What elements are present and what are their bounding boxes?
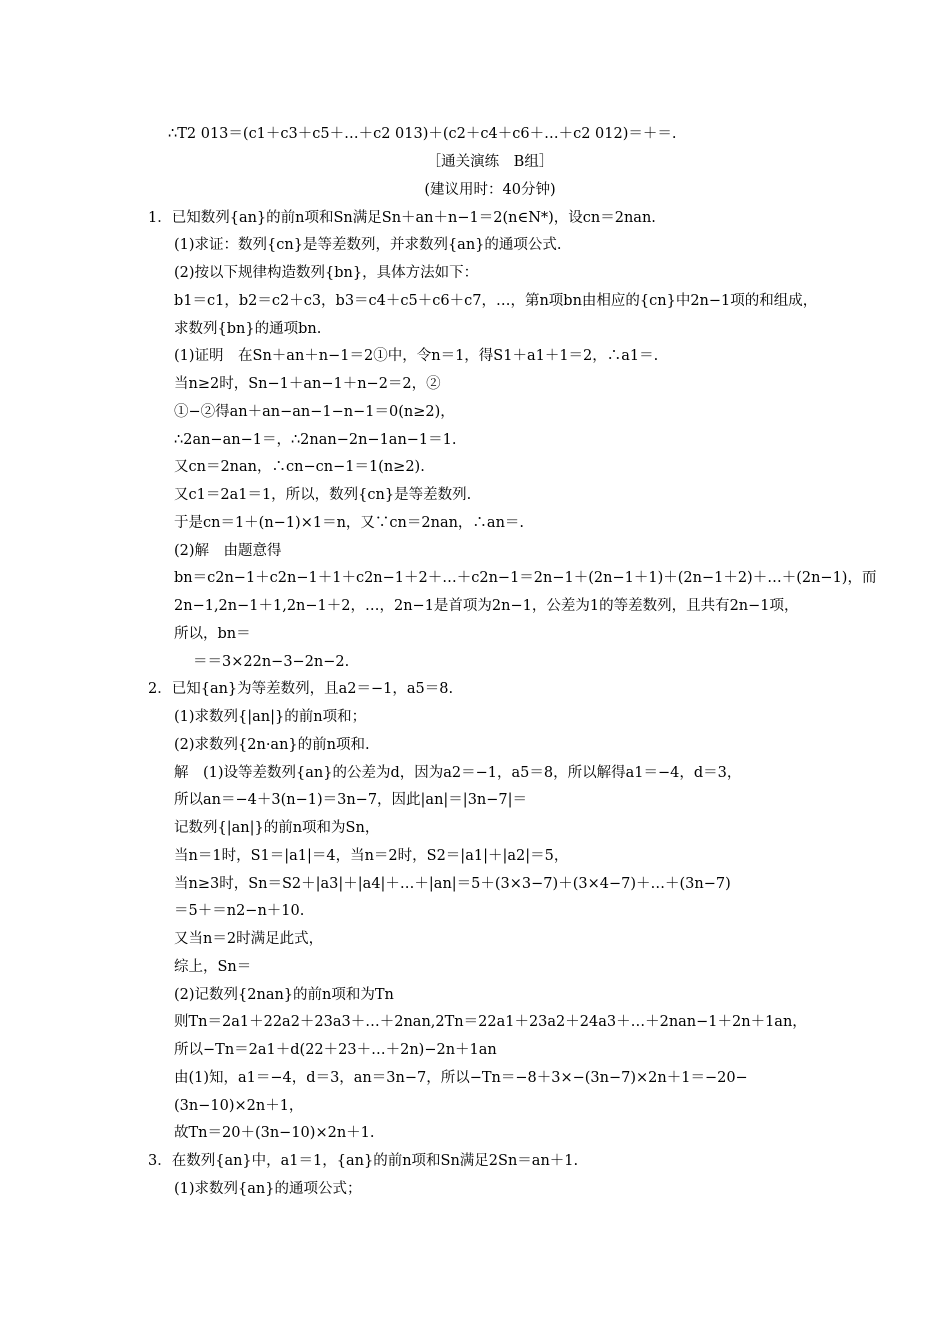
solution-line: ∴2an−an−1＝，∴2nan−2n−1an−1＝1. xyxy=(174,432,457,448)
problem-1-part-1: (1)求证：数列{cn}是等差数列，并求数列{an}的通项公式. xyxy=(174,237,562,253)
solution-line: (1)证明 在Sn＋an＋n−1＝2①中，令n＝1，得S1＋a1＋1＝2，∴a1＝. xyxy=(174,348,659,364)
solution-line: 2n−1,2n−1＋1,2n−1＋2，…，2n−1是首项为2n−1，公差为1的等差数列，且共有2n−1项， xyxy=(174,598,799,614)
problem-1-statement: 1．已知数列{an}的前n项和Sn满足Sn＋an＋n−1＝2(n∈N*)，设cn＝2nan. xyxy=(148,210,656,226)
time-hint: (建议用时：40分钟) xyxy=(424,182,556,198)
solution-line: 于是cn＝1＋(n−1)×1＝n，又∵cn＝2nan，∴an＝. xyxy=(174,515,525,531)
solution-line: 又c1＝2a1＝1，所以，数列{cn}是等差数列. xyxy=(174,487,472,503)
problem-2-part-1: (1)求数列{|an|}的前n项和； xyxy=(174,709,367,725)
solution-line: 当n＝1时，S1＝|a1|＝4，当n＝2时，S2＝|a1|＋|a2|＝5， xyxy=(174,848,569,864)
solution-line: ＝＝3×22n−3−2n−2. xyxy=(193,654,350,670)
solution-line: 故Tn＝20＋(3n−10)×2n＋1. xyxy=(174,1125,375,1141)
summary-line: ∴T2 013＝(c1＋c3＋c5＋…＋c2 013)＋(c2＋c4＋c6＋…＋c2 012)＝＋＝. xyxy=(168,126,677,142)
problem-3-statement: 3．在数列{an}中，a1＝1，{an}的前n项和Sn满足2Sn＝an＋1. xyxy=(148,1153,579,1169)
solution-line: (3n−10)×2n＋1， xyxy=(174,1098,304,1114)
solution-line: 当n≥3时，Sn＝S2＋|a3|＋|a4|＋…＋|an|＝5＋(3×3−7)＋(3×4−7)＋…＋(3n−7) xyxy=(174,876,731,892)
solution-line: ＝5＋＝n2−n＋10. xyxy=(174,903,305,919)
problem-1-part-2: (2)按以下规律构造数列{bn}，具体方法如下： xyxy=(174,265,479,281)
solution-line: ①−②得an＋an−an−1−n−1＝0(n≥2)， xyxy=(174,404,455,420)
solution-line: 所以，bn＝ xyxy=(174,626,251,642)
solution-line: 当n≥2时，Sn−1＋an−1＋n−2＝2，② xyxy=(174,376,441,392)
solution-line: 由(1)知，a1＝−4，d＝3，an＝3n−7，所以−Tn＝−8＋3×−(3n−7)×2n＋1＝−20− xyxy=(174,1070,748,1086)
problem-1-ask: 求数列{bn}的通项bn. xyxy=(174,321,322,337)
problem-1-rule: b1＝c1，b2＝c2＋c3，b3＝c4＋c5＋c6＋c7，…，第n项bn由相应的{cn}中2n−1项的和组成， xyxy=(174,293,818,309)
solution-line: 解 (1)设等差数列{an}的公差为d，因为a2＝−1，a5＝8，所以解得a1＝−4，d＝3， xyxy=(174,765,742,781)
solution-line: 所以−Tn＝2a1＋d(22＋23＋…＋2n)−2n＋1an xyxy=(174,1042,497,1058)
problem-2-statement: 2．已知{an}为等差数列，且a2＝−1，a5＝8. xyxy=(148,681,454,697)
solution-line: (2)记数列{2nan}的前n项和为Tn xyxy=(174,987,394,1003)
solution-line: 记数列{|an|}的前n项和为Sn， xyxy=(174,820,380,836)
solution-line: (2)解 由题意得 xyxy=(174,543,282,559)
problem-2-part-2: (2)求数列{2n·an}的前n项和. xyxy=(174,737,370,753)
solution-line: bn＝c2n−1＋c2n−1＋1＋c2n−1＋2＋…＋c2n−1＝2n−1＋(2n−1＋1)＋(2n−1＋2)＋…＋(2n−1)，而 xyxy=(174,570,877,586)
solution-line: 又当n＝2时满足此式， xyxy=(174,931,324,947)
solution-line: 又cn＝2nan，∴cn−cn−1＝1(n≥2). xyxy=(174,459,425,475)
solution-line: 则Tn＝2a1＋22a2＋23a3＋…＋2nan,2Tn＝22a1＋23a2＋24a3＋…＋2nan−1＋2n＋1an， xyxy=(174,1014,807,1030)
solution-line: 所以an＝−4＋3(n−1)＝3n−7，因此|an|＝|3n−7|＝ xyxy=(174,792,528,808)
solution-line: 综上，Sn＝ xyxy=(174,959,252,975)
problem-3-part-1: (1)求数列{an}的通项公式； xyxy=(174,1181,362,1197)
section-title: ［通关演练 B组］ xyxy=(426,154,554,170)
